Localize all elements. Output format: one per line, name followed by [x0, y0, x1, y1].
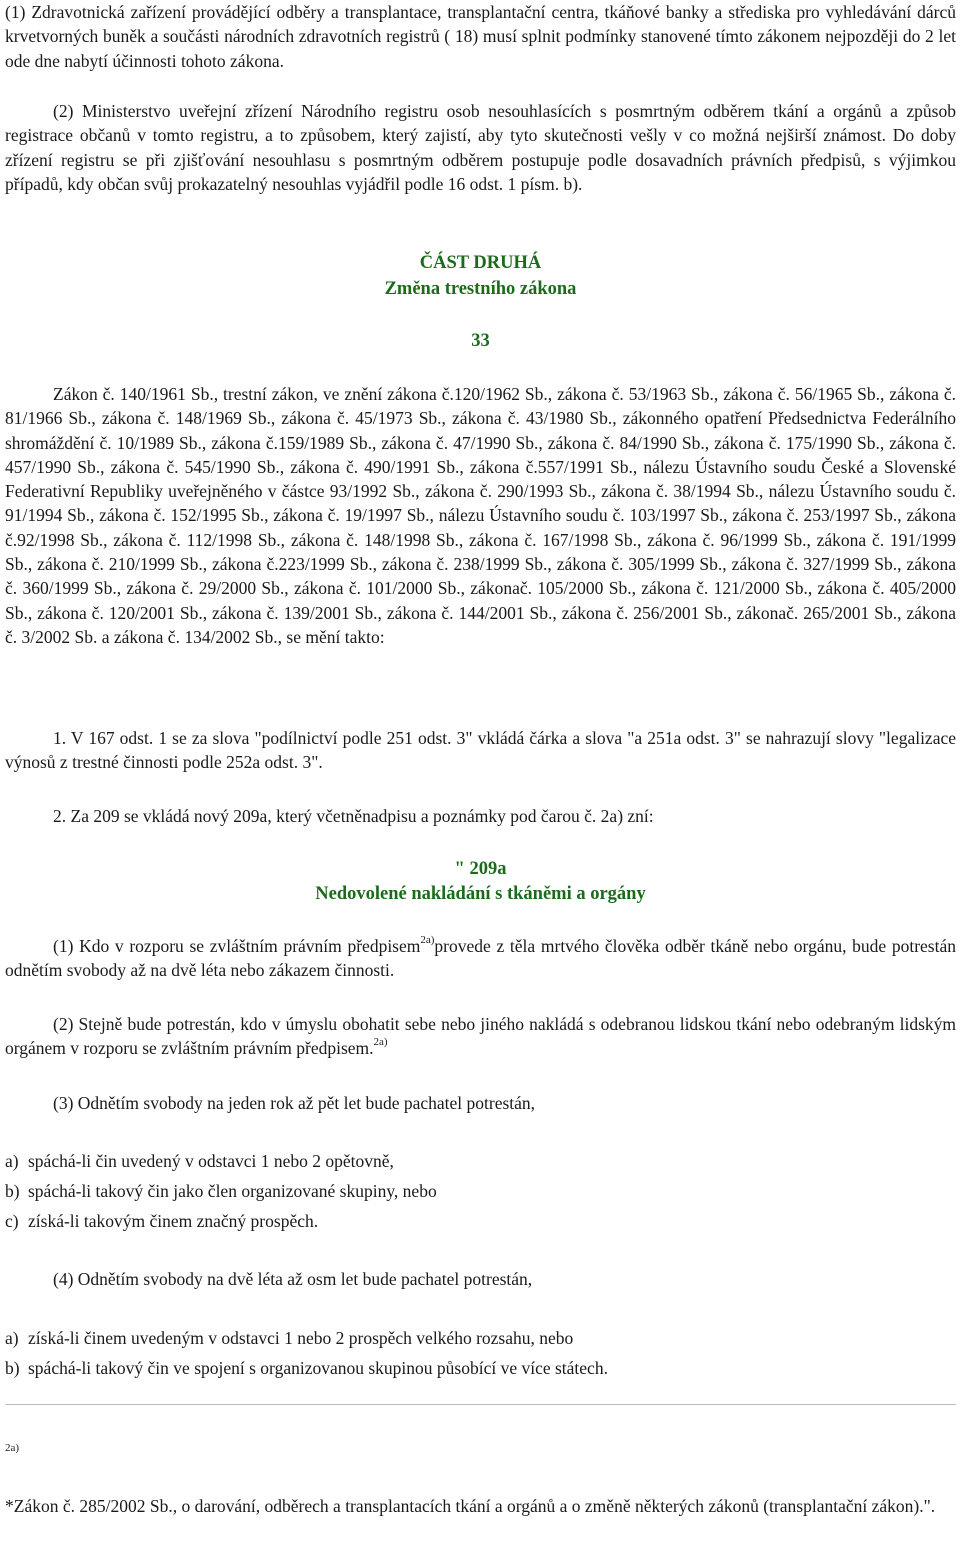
part-title: ČÁST DRUHÁ [419, 253, 542, 273]
footnote-ref: 2a) [420, 934, 435, 947]
amendment-point-1: 1. V 167 odst. 1 se za slova "podílnictví podle 251 odst. 3" vkládá čárka a slova "a 251a odst. 3" se nahrazují slovy "legalizace výnosů z trestné činnosti podle 252a odst. 3". [5, 728, 956, 773]
amendment-intro: Zákon č. 140/1961 Sb., trestní zákon, ve znění zákona č.120/1962 Sb., zákona č. 53/1963 Sb., zákona č. 56/1965 Sb., zákona č. 81/1966 Sb., zákona č. 148/1969 Sb., zákona č. 45/1973 Sb., zákona č. 43/1980 Sb., zákonného opatření Předsednictva Federálního shromáždění č. 10/1989 Sb., zákona č.159/1989 Sb., zákona č. 47/1990 Sb., zákona č. 84/1990 Sb., zákona č. 175/1990 Sb., zákona č. 457/1990 Sb., zákona č. 545/1990 Sb., zákona č. 490/1991 Sb., zákona č.557/1991 Sb., nálezu Ústavního soudu České a Slovenské Federativní Republiky uveřejněného v částce 93/1992 Sb., zákona č. 290/1993 Sb., zákona č. 38/1994 Sb., nálezu Ústavního soudu č. 91/1994 Sb., zákona č. 152/1995 Sb., zákona č. 19/1997 Sb., nálezu Ústavního soudu č. 103/1997 Sb., zákona č. 253/1997 Sb., zákona č.92/1998 Sb., zákona č. 112/1998 Sb., zákona č. 148/1998 Sb., zákona č. 167/1998 Sb., zákona č. 96/1999 Sb., zákona č. 191/1999 Sb., zákona č. 210/1999 Sb., zákona č.223/1999 Sb., zákona č. 238/1999 Sb., zákona č. 305/1999 Sb., zákona č. 327/1999 Sb., zákona č. 360/1999 Sb., zákona č. 29/2000 Sb., zákona č. 101/2000 Sb., zákonač. 105/2000 Sb., zákona č. 121/2000 Sb., zákona č. 405/2000 Sb., zákona č. 120/2001 Sb., zákona č. 139/2001 Sb., zákona č. 144/2001 Sb., zákona č. 256/2001 Sb., zákonač. 265/2001 Sb., zákona č. 3/2002 Sb. a zákona č. 134/2002 Sb., se mění takto: [5, 384, 956, 647]
list-item-text: získá-li takovým činem značný prospěch. [28, 1211, 319, 1231]
list-item [5, 1356, 608, 1380]
list-item-text: spáchá-li čin uvedený v odstavci 1 nebo 2 opětovně, [28, 1151, 394, 1171]
amendment-point-2: 2. Za 209 se vkládá nový 209a, který včetněnadpisu a poznámky pod čarou č. 2a) zní: [53, 806, 654, 826]
footnote-divider [5, 1404, 956, 1405]
list-item-label: a) [5, 1328, 19, 1348]
paragraph-transitional-2: (2) Ministerstvo uveřejní zřízení Národního registru osob nesouhlasících s posmrtným odběrem tkání a orgánů a způsob registrace občanů v tomto registru, a to způsobem, který zajistí, aby tyto skutečnosti vešly v co možná nejširší známost. Do doby zřízení registru se při zjišťování nesouhlasu s posmrtným odběrem postupuje podle dosavadních právních předpisů, s výjimkou případů, kdy občan svůj prokazatelný nesouhlas vyjádřil podle 16 odst. 1 písm. b). [5, 101, 956, 194]
new-section-title: Nedovolené nakládání s tkáněmi a orgány [315, 884, 646, 904]
subsection-2-text: (2) Stejně bude potrestán, kdo v úmyslu obohatit sebe nebo jiného nakládá s odebranou lidskou tkání nebo odebraným lidským orgánem v rozporu se zvláštním právním předpisem. [5, 1014, 956, 1059]
footnote-text: *Zákon č. 285/2002 Sb., o darování, odběrech a transplantacích tkání a orgánů a o změně některých zákonů (transplantační zákon).". [5, 1496, 936, 1516]
paragraph-transitional-1: (1) Zdravotnická zařízení provádějící odběry a transplantace, transplantační centra, tkáňové banky a střediska pro vyhledávání dárců krvetvorných buněk a součásti národních zdravotních registrů ( 18) musí splnit podmínky stanovené tímto zákonem nejpozději do 2 let ode dne nabytí účinnosti tohoto zákona. [5, 2, 956, 71]
footnote-mark: 2a) [5, 1442, 20, 1454]
new-section-subsection-4: (4) Odnětím svobody na dvě léta až osm let bude pachatel potrestán, [53, 1269, 533, 1289]
list-item-label: c) [5, 1211, 19, 1231]
subsection-1-text-b: provede z těla mrtvého člověka odběr tkáně nebo orgánu, bude potrestán odnětím svobody až na dvě léta nebo zákazem činnosti. [5, 936, 956, 981]
list-item-text: získá-li činem uvedeným v odstavci 1 nebo 2 prospěch velkého rozsahu, nebo [28, 1328, 574, 1348]
new-section-number: " 209a [454, 859, 507, 879]
list-item-text: spáchá-li takový čin ve spojení s organizovanou skupinou působící ve více státech. [28, 1358, 608, 1378]
list-item-label: a) [5, 1151, 19, 1171]
part-subtitle: Změna trestního zákona [384, 279, 577, 299]
subsection-1-text-a: (1) Kdo v rozporu se zvláštním právním předpisem [53, 936, 421, 956]
new-section-subsection-2 [5, 1012, 956, 1061]
list-item [5, 1149, 394, 1173]
section-number: 33 [471, 331, 490, 351]
list-item [5, 1209, 318, 1233]
footnote-ref: 2a) [373, 1036, 388, 1049]
list-item [5, 1179, 437, 1203]
new-section-subsection-3: (3) Odnětím svobody na jeden rok až pět let bude pachatel potrestán, [53, 1093, 536, 1113]
new-section-subsection-1 [5, 934, 956, 983]
list-item-label: b) [5, 1181, 20, 1201]
list-item-label: b) [5, 1358, 20, 1378]
list-item-text: spáchá-li takový čin jako člen organizované skupiny, nebo [28, 1181, 437, 1201]
list-item [5, 1326, 573, 1350]
